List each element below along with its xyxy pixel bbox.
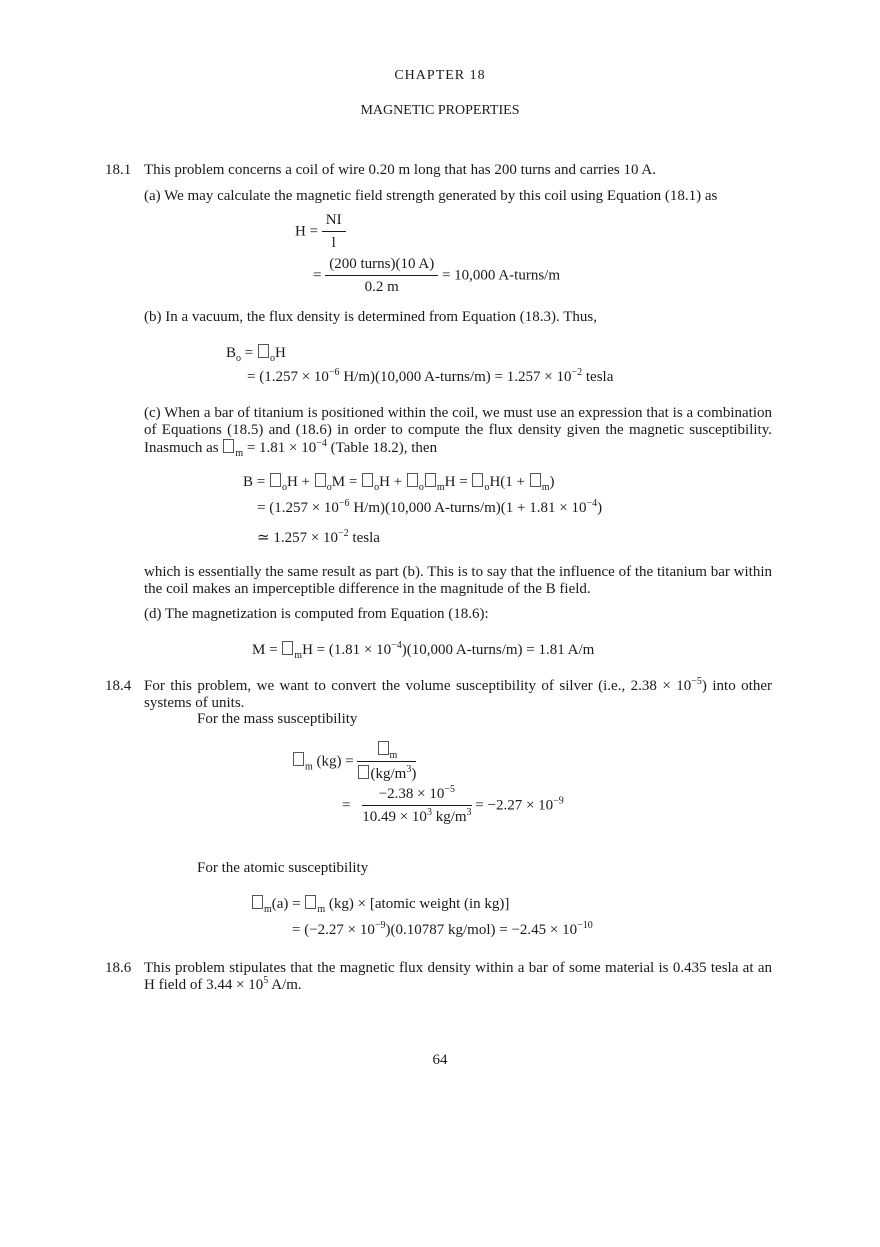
equation-atomic-2 xyxy=(292,922,593,939)
eq-text: ) xyxy=(411,766,417,782)
eq-text: = xyxy=(241,345,257,361)
eq-exponent: −10 xyxy=(577,920,593,931)
fraction-numerator: NI xyxy=(322,212,346,232)
equation-equals: = xyxy=(313,267,322,284)
chi-glyph-icon xyxy=(252,895,263,909)
eq-exponent: −9 xyxy=(553,795,564,807)
eq-exponent: 5 xyxy=(263,975,269,986)
eq-text: ) xyxy=(549,474,555,490)
eq-subscript: m xyxy=(389,750,398,761)
rho-glyph-icon xyxy=(358,765,369,779)
eq-exponent: 3 xyxy=(406,764,412,775)
eq-text: (kg/m xyxy=(370,766,407,782)
eq-text: B xyxy=(226,345,237,361)
eq-text: H/m)(10,000 A-turns/m) = 1.257 × 10 xyxy=(339,369,572,385)
atomic-susceptibility-label: For the atomic susceptibility xyxy=(197,860,369,876)
eq-text: (a) = xyxy=(271,896,305,912)
eq-subscript: m xyxy=(541,482,550,493)
eq-subscript: o xyxy=(236,353,242,364)
eq-subscript: o xyxy=(374,482,380,493)
problem-number-18-1: 18.1 xyxy=(105,162,132,178)
fraction-denominator xyxy=(357,762,416,783)
equation-mass-2 xyxy=(342,786,564,826)
para-text: (Table 18.2), then xyxy=(326,440,438,456)
eq-text: H xyxy=(274,345,286,361)
eq-subscript: m xyxy=(294,650,303,661)
para-text: A/m. xyxy=(268,977,302,993)
eq-exponent: −6 xyxy=(328,367,340,378)
fraction-turns-current xyxy=(325,256,438,296)
equation-c-3 xyxy=(257,528,380,547)
eq-text: −2.38 × 10 xyxy=(378,786,445,802)
eq-exponent: −4 xyxy=(391,640,402,651)
eq-text: ≃ 1.257 × 10 xyxy=(257,530,339,546)
chapter-label: CHAPTER 18 xyxy=(394,68,486,83)
mu-glyph-icon xyxy=(472,473,483,487)
eq-text: = (−2.27 × 10 xyxy=(292,922,375,938)
equation-a-1 xyxy=(295,212,346,252)
chi-glyph-icon xyxy=(378,741,389,755)
eq-subscript: m xyxy=(264,904,272,915)
fraction-denominator xyxy=(362,806,471,826)
problem-18-6-text xyxy=(144,960,772,994)
equation-b-2 xyxy=(247,369,613,386)
eq-subscript: o xyxy=(418,482,424,493)
eq-exponent: −9 xyxy=(374,920,386,931)
eq-text: H = (1.81 × 10 xyxy=(302,642,392,658)
part-a-text: (a) We may calculate the magnetic field strength generated by this coil using Equation (18.1) as xyxy=(144,188,718,204)
eq-text: (kg) × [atomic weight (in kg)] xyxy=(325,896,510,912)
problem-number-18-4: 18.4 xyxy=(105,678,132,694)
mu-glyph-icon xyxy=(315,473,326,487)
problem-18-1-intro: This problem concerns a coil of wire 0.20 m long that has 200 turns and carries 10 A. xyxy=(144,162,656,178)
equation-atomic-1 xyxy=(251,895,509,913)
chi-glyph-icon xyxy=(425,473,436,487)
eq-subscript: m xyxy=(305,761,313,773)
eq-subscript: o xyxy=(269,353,275,364)
equation-b-1 xyxy=(226,344,286,362)
para-text: (c) When a bar of titanium is positioned within the coil, we must use an expression that is a combination of Equations (18.5) and (18.6) in order to compute the flux density given the magnetic susceptibility. Inasmuch as xyxy=(144,405,772,456)
part-c-conclusion: which is essentially the same result as part (b). This is to say that the influence of the titanium bar within the coil makes an imperceptible difference in the magnitude of the B field. xyxy=(144,564,772,597)
mu-glyph-icon xyxy=(258,344,269,358)
eq-text: ) xyxy=(597,500,603,516)
eq-subscript: o xyxy=(484,482,490,493)
equation-mass-1 xyxy=(292,741,416,783)
eq-subscript: m xyxy=(235,448,244,459)
para-text: ) into other systems of units. xyxy=(144,678,772,711)
eq-exponent: 3 xyxy=(426,807,432,818)
eq-text: H/m)(10,000 A-turns/m)(1 + 1.81 × 10 xyxy=(349,500,587,516)
mu-glyph-icon xyxy=(407,473,418,487)
eq-text: M = xyxy=(252,642,282,658)
eq-text: H + xyxy=(286,474,314,490)
eq-text: H + xyxy=(379,474,406,490)
fraction-numerator: (200 turns)(10 A) xyxy=(325,256,438,276)
para-text: = 1.81 × 10 xyxy=(243,440,317,456)
equation-d xyxy=(252,641,594,659)
mass-susceptibility-label: For the mass susceptibility xyxy=(197,711,358,727)
equation-a-2 xyxy=(313,256,560,296)
eq-text: = −2.27 × 10 xyxy=(475,797,554,814)
chi-glyph-icon xyxy=(530,473,541,487)
chi-glyph-icon xyxy=(293,752,304,766)
chi-glyph-icon xyxy=(223,439,234,453)
equation-c-1 xyxy=(243,473,555,491)
fraction-mass-susceptibility xyxy=(357,741,416,783)
eq-text: tesla xyxy=(582,369,614,385)
chi-glyph-icon xyxy=(305,895,316,909)
eq-exponent: −5 xyxy=(691,676,702,687)
problem-number-18-6: 18.6 xyxy=(105,960,132,976)
eq-subscript: m xyxy=(436,482,445,493)
equation-result: = 10,000 A-turns/m xyxy=(441,267,561,284)
eq-text: = (1.257 × 10 xyxy=(247,369,329,385)
fraction-denominator: l xyxy=(331,235,336,251)
eq-text: 10.49 × 10 xyxy=(362,809,427,825)
eq-text: B = xyxy=(243,474,269,490)
eq-text: )(0.10787 kg/mol) = −2.45 × 10 xyxy=(385,922,578,938)
para-text: This problem stipulates that the magnetic flux density within a bar of some material is 0.435 tesla at an H field of 3.44 × 10 xyxy=(144,960,772,993)
eq-exponent: −6 xyxy=(338,498,350,509)
chi-glyph-icon xyxy=(282,641,293,655)
equation-equals: = xyxy=(342,797,351,814)
eq-exponent: −4 xyxy=(316,438,327,449)
eq-text: H(1 + xyxy=(489,474,529,490)
problem-18-4-intro xyxy=(144,678,772,712)
fraction-denominator: 0.2 m xyxy=(364,279,399,295)
eq-subscript: o xyxy=(281,482,287,493)
eq-subscript: o xyxy=(326,482,332,493)
eq-text: kg/m xyxy=(431,809,467,825)
equation-c-2 xyxy=(257,500,602,517)
part-b-text: (b) In a vacuum, the flux density is determined from Equation (18.3). Thus, xyxy=(144,309,597,325)
eq-text: (kg) = xyxy=(312,753,354,770)
chapter-title: MAGNETIC PROPERTIES xyxy=(360,103,520,118)
fraction-ni-over-l xyxy=(322,212,346,252)
fraction-numerator xyxy=(357,741,416,762)
eq-text: M = xyxy=(331,474,362,490)
eq-exponent: −2 xyxy=(571,367,583,378)
part-d-text: (d) The magnetization is computed from Equation (18.6): xyxy=(144,606,489,622)
mu-glyph-icon xyxy=(270,473,281,487)
eq-text: = (1.257 × 10 xyxy=(257,500,339,516)
eq-text: tesla xyxy=(348,530,380,546)
eq-text: )(10,000 A-turns/m) = 1.81 A/m xyxy=(401,642,595,658)
part-c-paragraph xyxy=(144,405,772,457)
eq-exponent: 3 xyxy=(466,807,472,818)
eq-text: H = xyxy=(444,474,472,490)
fraction-mass-values xyxy=(362,786,471,826)
eq-subscript: m xyxy=(317,904,326,915)
page-number: 64 xyxy=(432,1052,448,1068)
eq-exponent: −4 xyxy=(586,498,598,509)
equation-a-lhs: H = xyxy=(295,223,319,240)
para-text: For this problem, we want to convert the volume susceptibility of silver (i.e., 2.38 × 10 xyxy=(144,678,692,694)
eq-exponent: −5 xyxy=(444,784,456,795)
fraction-numerator xyxy=(362,786,471,806)
mu-glyph-icon xyxy=(362,473,373,487)
eq-exponent: −2 xyxy=(338,528,349,539)
